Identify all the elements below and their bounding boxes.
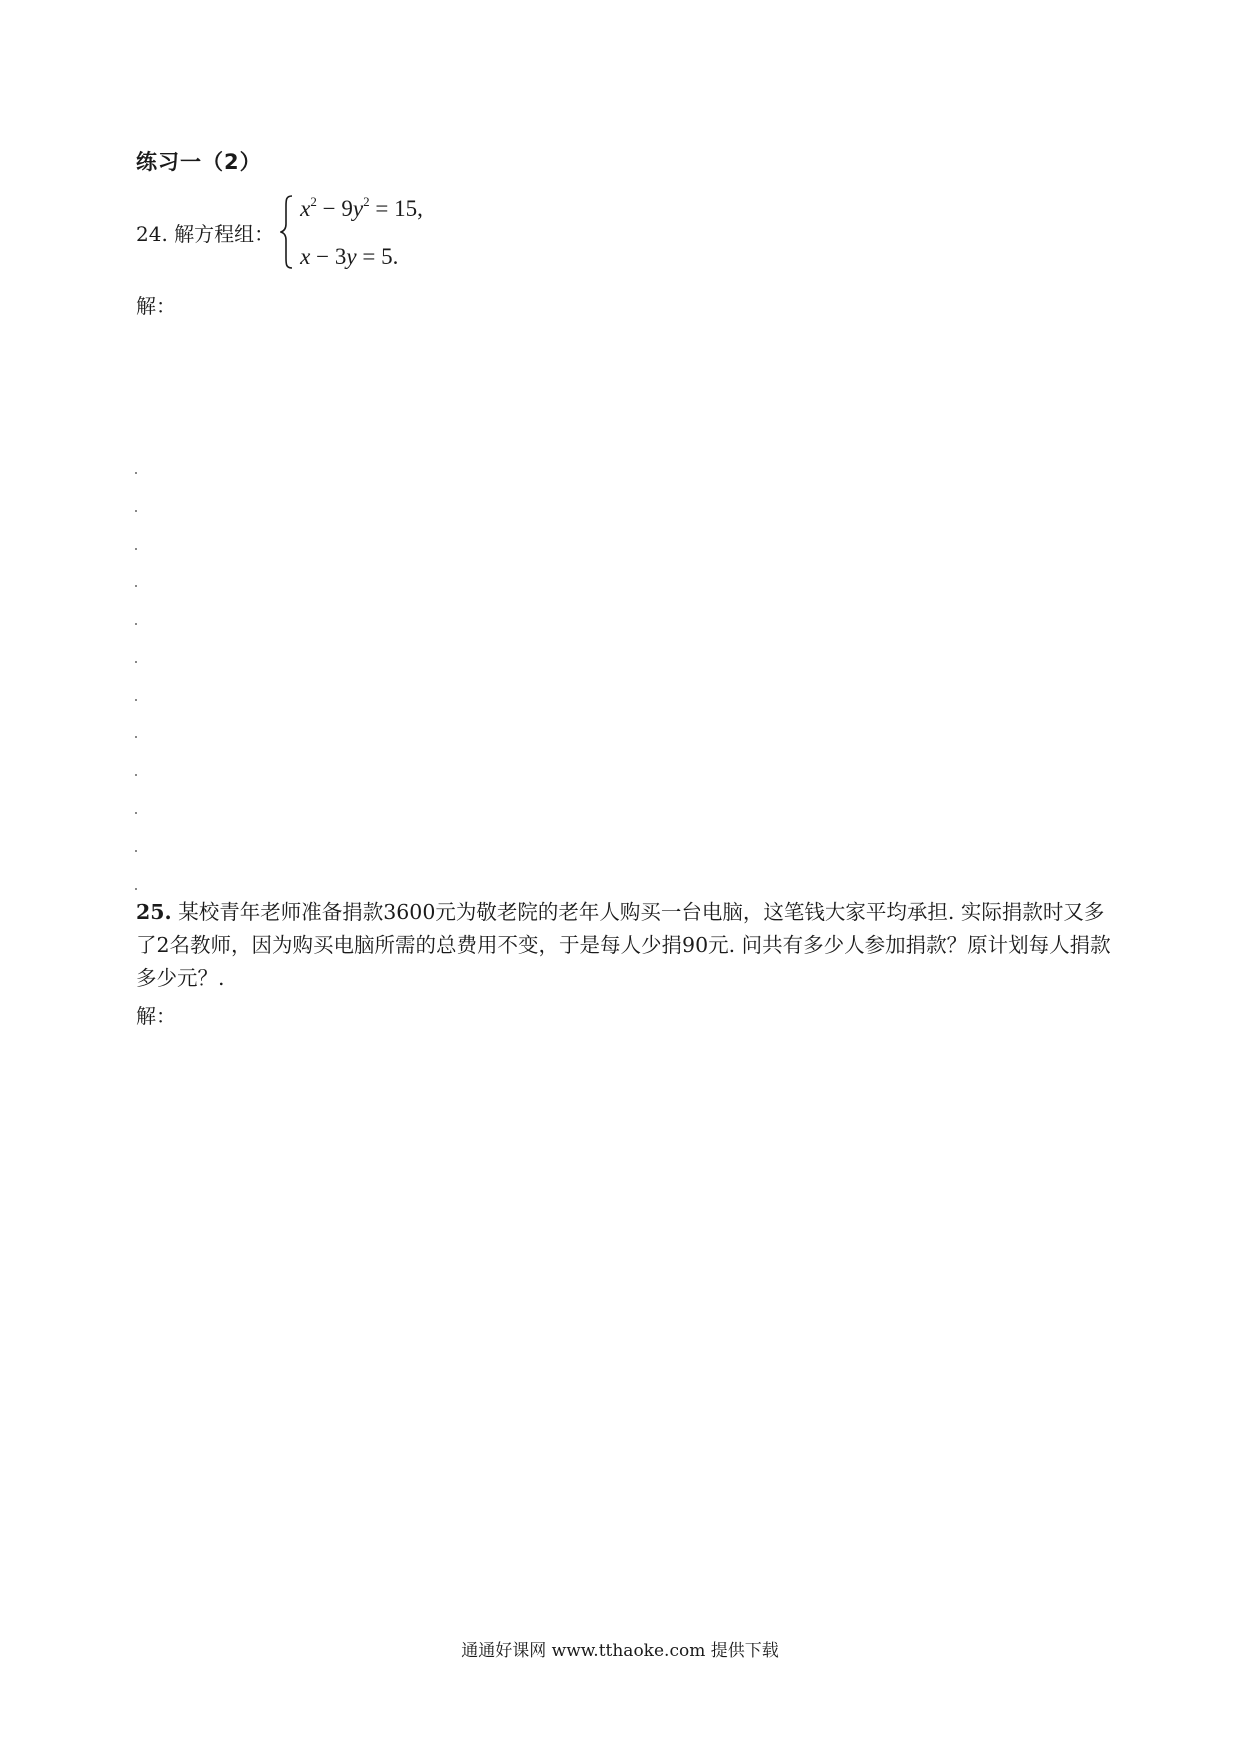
margin-dot (135, 888, 137, 890)
left-brace-icon (280, 194, 294, 270)
margin-dot (135, 510, 137, 512)
solution-label-24: 解： (136, 294, 176, 318)
equation-2: x − 3y = 5. (300, 244, 399, 269)
equation-1: $x^2 - 9y^2 = 15$, (300, 194, 423, 221)
question-25-text: 某校青年老师准备捐款3600元为敬老院的老年人购买一台电脑，这笔钱大家平均承担. 实际捐款时又多了2名教师，因为购买电脑所需的总费用不变，于是每人少捐90元. 问共有多少人参加捐款？原计划每人捐款多少元？. (136, 900, 1111, 990)
question-25 (136, 896, 1116, 995)
solution-label-25: 解： (136, 1004, 176, 1028)
margin-dot (135, 736, 137, 738)
margin-dot (135, 548, 137, 550)
equation-system (300, 194, 423, 270)
question-24-label: 24. 解方程组： (136, 221, 275, 246)
question-24 (136, 192, 423, 272)
margin-dot (135, 585, 137, 587)
page-footer: 通通好课网 www.tthaoke.com 提供下载 (461, 1641, 779, 1661)
exercise-heading: 练习一（2） (136, 150, 262, 174)
question-25-number: 25. (136, 900, 172, 924)
margin-dot (135, 812, 137, 814)
margin-dot (135, 850, 137, 852)
margin-dot (135, 774, 137, 776)
margin-dot (135, 623, 137, 625)
margin-dot (135, 661, 137, 663)
margin-dot (135, 699, 137, 701)
margin-dot (135, 472, 137, 474)
